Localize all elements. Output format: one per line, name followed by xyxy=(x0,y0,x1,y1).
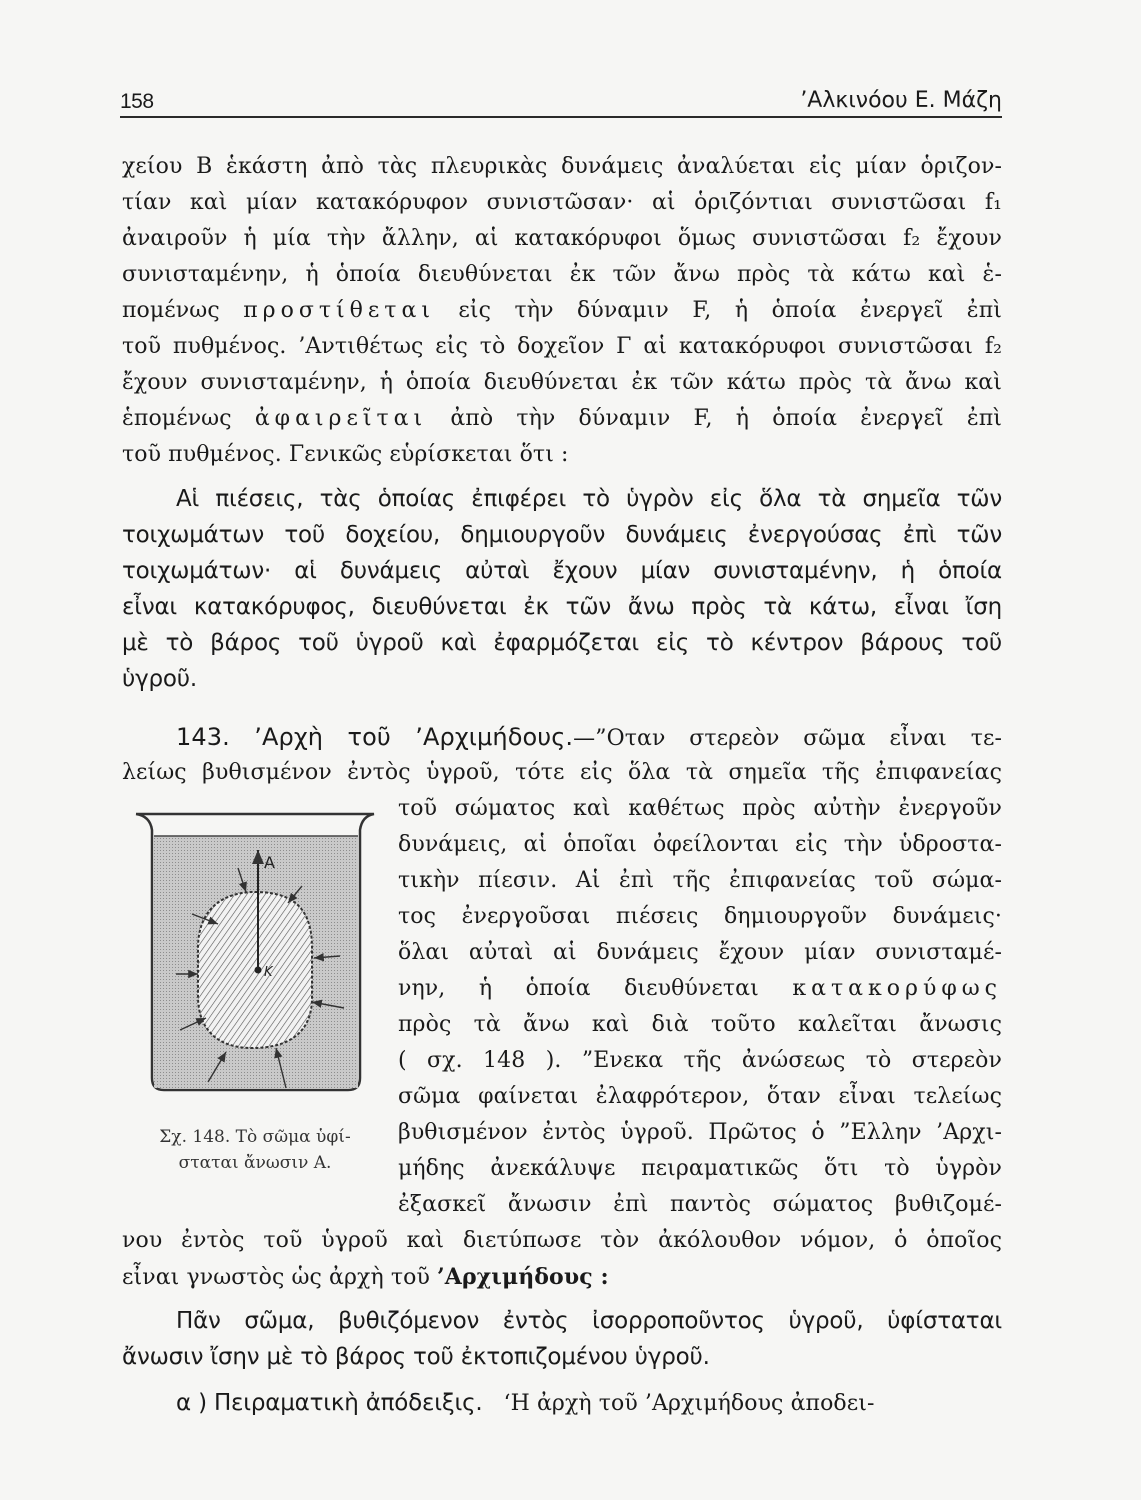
text-line: τικὴν πίεσιν. Αἱ ἐπὶ τῆς ἐπιφανείας τοῦ σώμα- xyxy=(398,868,1002,893)
text-line: σῶμα φαίνεται ἐλαφρότερον, ὅταν εἶναι τελείως xyxy=(398,1084,1002,1109)
text-run: ἑπομένως xyxy=(122,406,232,431)
text-line: ( σχ. 148 ). ”Ενεκα τῆς ἀνώσεως τὸ στερεὸν xyxy=(398,1048,1002,1073)
text-run: εἶναι γνωστὸς ὡς ἀρχὴ τοῦ xyxy=(122,1265,438,1290)
text-line: ἔχουν συνισταμένην, ἡ ὁποία διευθύνεται ἐκ τῶν κάτω πρὸς τὰ ἄνω καὶ xyxy=(122,370,1002,395)
text-run: πομένως xyxy=(122,298,220,323)
text-line: λείως βυθισμένον ἐντὸς ὑγροῦ, τότε εἰς ὅλα τὰ σημεῖα τῆς ἐπιφανείας xyxy=(122,760,1002,785)
emphasized-word: ἀφαιρεῖται xyxy=(254,406,428,431)
label-a: A xyxy=(264,853,275,872)
rule-line: εἶναι κατακόρυφος, διευθύνεται ἐκ τῶν ἄνω πρὸς τὰ κάτω, εἶναι ἴση xyxy=(122,594,1002,620)
rule-line: μὲ τὸ βάρος τοῦ ὑγροῦ καὶ ἐφαρμόζεται εἰς τὸ κέντρον βάρους τοῦ xyxy=(122,630,1002,656)
law-line: ἄνωσιν ἴσην μὲ τὸ βάρος τοῦ ἐκτοπιζομένου ὑγροῦ. xyxy=(122,1344,710,1370)
text-line: συνισταμένην, ἡ ὁποία διευθύνεται ἐκ τῶν ἄνω πρὸς τὰ κάτω καὶ ἑ- xyxy=(122,262,1002,287)
text-line xyxy=(122,1260,1002,1295)
emphasized-word: κατακορύφως xyxy=(792,976,1002,1001)
text-line: χείου Β ἑκάστη ἀπὸ τὰς πλευρικὰς δυνάμεις ἀναλύεται εἰς μίαν ὁριζον- xyxy=(122,154,1002,179)
running-title: ’Αλκινόου Ε. Μάζη xyxy=(800,88,1002,113)
text-line: ὅλαι αὐταὶ αἱ δυνάμεις ἔχουν μίαν συνισταμέ- xyxy=(398,940,1002,965)
section-heading: 143. ’Αρχὴ τοῦ ’Αρχιμήδους. xyxy=(176,723,574,751)
text-line: τοῦ πυθμένος. Γενικῶς εὑρίσκεται ὅτι : xyxy=(122,442,569,467)
text-run: —”Οταν στερεὸν σῶμα εἶναι τε- xyxy=(573,726,1002,751)
running-header xyxy=(120,88,1002,118)
section-heading-line xyxy=(176,720,1002,756)
text-line: μήδης ἀνεκάλυψε πειραματικῶς ὅτι τὸ ὑγρὸν xyxy=(398,1156,1002,1181)
figure-148 xyxy=(130,808,380,1173)
label-k: K xyxy=(264,965,273,980)
caption-line: σταται ἄνωσιν Α. xyxy=(178,1153,332,1173)
rule-line: ὑγροῦ. xyxy=(122,666,198,692)
beaker-diagram xyxy=(130,808,380,1098)
text-run: ‘Η ἀρχὴ τοῦ ’Αρχιμήδους ἀποδει- xyxy=(503,1391,875,1416)
text-line: πρὸς τὰ ἄνω καὶ διὰ τοῦτο καλεῖται ἄνωσις xyxy=(398,1012,1002,1037)
text-line: νου ἐντὸς τοῦ ὑγροῦ καὶ διετύπωσε τὸν ἀκόλουθον νόμον, ὁ ὁποῖος xyxy=(122,1228,1002,1253)
text-line: τοῦ σώματος καὶ καθέτως πρὸς αὐτὴν ἐνεργοῦν xyxy=(398,796,1002,821)
caption-line: Σχ. 148. Τὸ σῶμα ὑφί- xyxy=(159,1127,351,1147)
text-line: βυθισμένον ἐντὸς ὑγροῦ. Πρῶτος ὁ ”Ελλην ’Αρχι- xyxy=(398,1120,1002,1145)
archimedes-term: ’Αρχιμήδους : xyxy=(437,1264,609,1290)
text-line xyxy=(122,294,1002,328)
subsection-label: α ) Πειραματικὴ ἀπόδειξις. xyxy=(176,1390,483,1416)
center-point xyxy=(255,967,262,974)
page-number: 158 xyxy=(120,90,154,113)
text-run: εἰς τὴν δύναμιν F, ἡ ὁποία ἐνεργεῖ ἐπὶ xyxy=(458,298,1002,323)
text-line: τίαν καὶ μίαν κατακόρυφον συνιστῶσαν· αἱ ὁριζόντιαι συνιστῶσαι f₁ xyxy=(122,190,1002,215)
figure-caption xyxy=(130,1124,380,1176)
rule-line: τοιχωμάτων· αἱ δυνάμεις αὐταὶ ἔχουν μίαν συνισταμένην, ἡ ὁποία xyxy=(122,558,1002,584)
text-line: ἀναιροῦν ἡ μία τὴν ἄλλην, αἱ κατακόρυφοι ὅμως συνιστῶσαι f₂ ἔχουν xyxy=(122,226,1002,251)
rule-line: τοιχωμάτων τοῦ δοχείου, δημιουργοῦν δυνάμεις ἐνεργούσας ἐπὶ τῶν xyxy=(122,522,1002,548)
law-line: Πᾶν σῶμα, βυθιζόμενον ἐντὸς ἰσορροποῦντος ὑγροῦ, ὑφίσταται xyxy=(176,1308,1002,1334)
text-line: τοῦ πυθμένος. ’Αντιθέτως εἰς τὸ δοχεῖον Γ αἱ κατακόρυφοι συνιστῶσαι f₂ xyxy=(122,334,1002,359)
text-line: ἐξασκεῖ ἄνωσιν ἐπὶ παντὸς σώματος βυθιζομέ- xyxy=(398,1192,1002,1217)
rule-line: Αἱ πιέσεις, τὰς ὁποίας ἐπιφέρει τὸ ὑγρὸν εἰς ὅλα τὰ σημεῖα τῶν xyxy=(176,486,1002,512)
text-line: δυνάμεις, αἱ ὁποῖαι ὀφείλονται εἰς τὴν ὑδροστα- xyxy=(398,832,1002,857)
text-run: νην, ἡ ὁποία διευθύνεται xyxy=(398,976,759,1001)
text-run: ἀπὸ τὴν δύναμιν F, ἡ ὁποία ἐνεργεῖ ἐπὶ xyxy=(450,406,1003,431)
text-line xyxy=(398,972,1002,1006)
emphasized-word: προστίθεται xyxy=(243,298,435,323)
text-line: τος ἐνεργοῦσαι πιέσεις δημιουργοῦν δυνάμεις· xyxy=(398,904,1002,929)
subsection-line xyxy=(176,1386,1002,1421)
text-line xyxy=(122,402,1002,436)
